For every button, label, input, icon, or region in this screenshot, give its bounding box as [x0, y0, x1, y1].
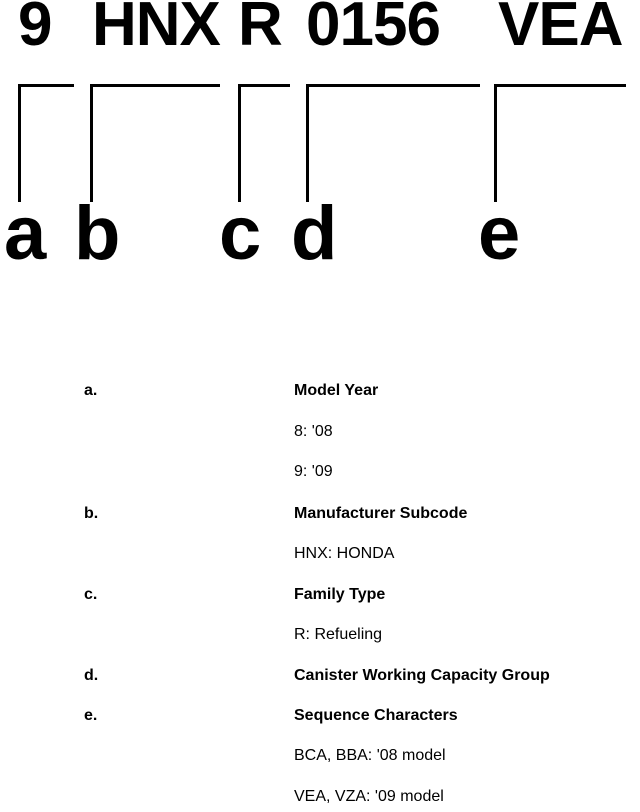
legend-value-family-type: R: Refueling	[294, 626, 383, 643]
legend-key-b: b.	[84, 505, 99, 522]
legend-value-model-year-09: 9: '09	[294, 463, 333, 480]
callout-letter-c: c	[219, 191, 262, 276]
callout-letter-b: b	[74, 191, 121, 276]
legend-row-b	[0, 505, 640, 529]
callout-letter-d: d	[291, 191, 338, 276]
bracket-b	[90, 84, 220, 202]
bracket-a	[18, 84, 74, 202]
code-sequence-characters: VEA	[498, 0, 623, 59]
legend-value-model-year-08: 8: '08	[294, 423, 333, 440]
legend-value-row	[0, 423, 640, 447]
legend-value-row	[0, 463, 640, 487]
legend-title-manufacturer-subcode: Manufacturer Subcode	[294, 505, 468, 522]
legend-key-a: a.	[84, 382, 98, 399]
legend-row-a	[0, 382, 640, 406]
legend-value-row	[0, 545, 640, 569]
legend-row-c	[0, 586, 640, 610]
legend-key-c: c.	[84, 586, 98, 603]
legend-value-manufacturer: HNX: HONDA	[294, 545, 395, 562]
legend-value-sequence-09: VEA, VZA: '09 model	[294, 788, 444, 805]
legend-key-d: d.	[84, 667, 99, 684]
legend-row-d	[0, 667, 640, 691]
code-manufacturer-subcode: HNX	[92, 0, 220, 59]
legend-key-e: e.	[84, 707, 98, 724]
bracket-d	[306, 84, 480, 202]
bracket-c	[238, 84, 290, 202]
code-model-year: 9	[18, 0, 52, 59]
code-family-type: R	[238, 0, 282, 59]
callout-letter-e: e	[478, 191, 521, 276]
callout-letter-a: a	[4, 191, 47, 276]
legend-title-model-year: Model Year	[294, 382, 379, 399]
legend-title-capacity-group: Canister Working Capacity Group	[294, 667, 550, 684]
legend-value-row	[0, 747, 640, 771]
legend-title-family-type: Family Type	[294, 586, 386, 603]
bracket-e	[494, 84, 626, 202]
legend-value-row	[0, 788, 640, 812]
legend-row-e	[0, 707, 640, 731]
legend-value-row	[0, 626, 640, 650]
legend-title-sequence-characters: Sequence Characters	[294, 707, 458, 724]
code-capacity-group: 0156	[306, 0, 440, 59]
legend-value-sequence-08: BCA, BBA: '08 model	[294, 747, 446, 764]
